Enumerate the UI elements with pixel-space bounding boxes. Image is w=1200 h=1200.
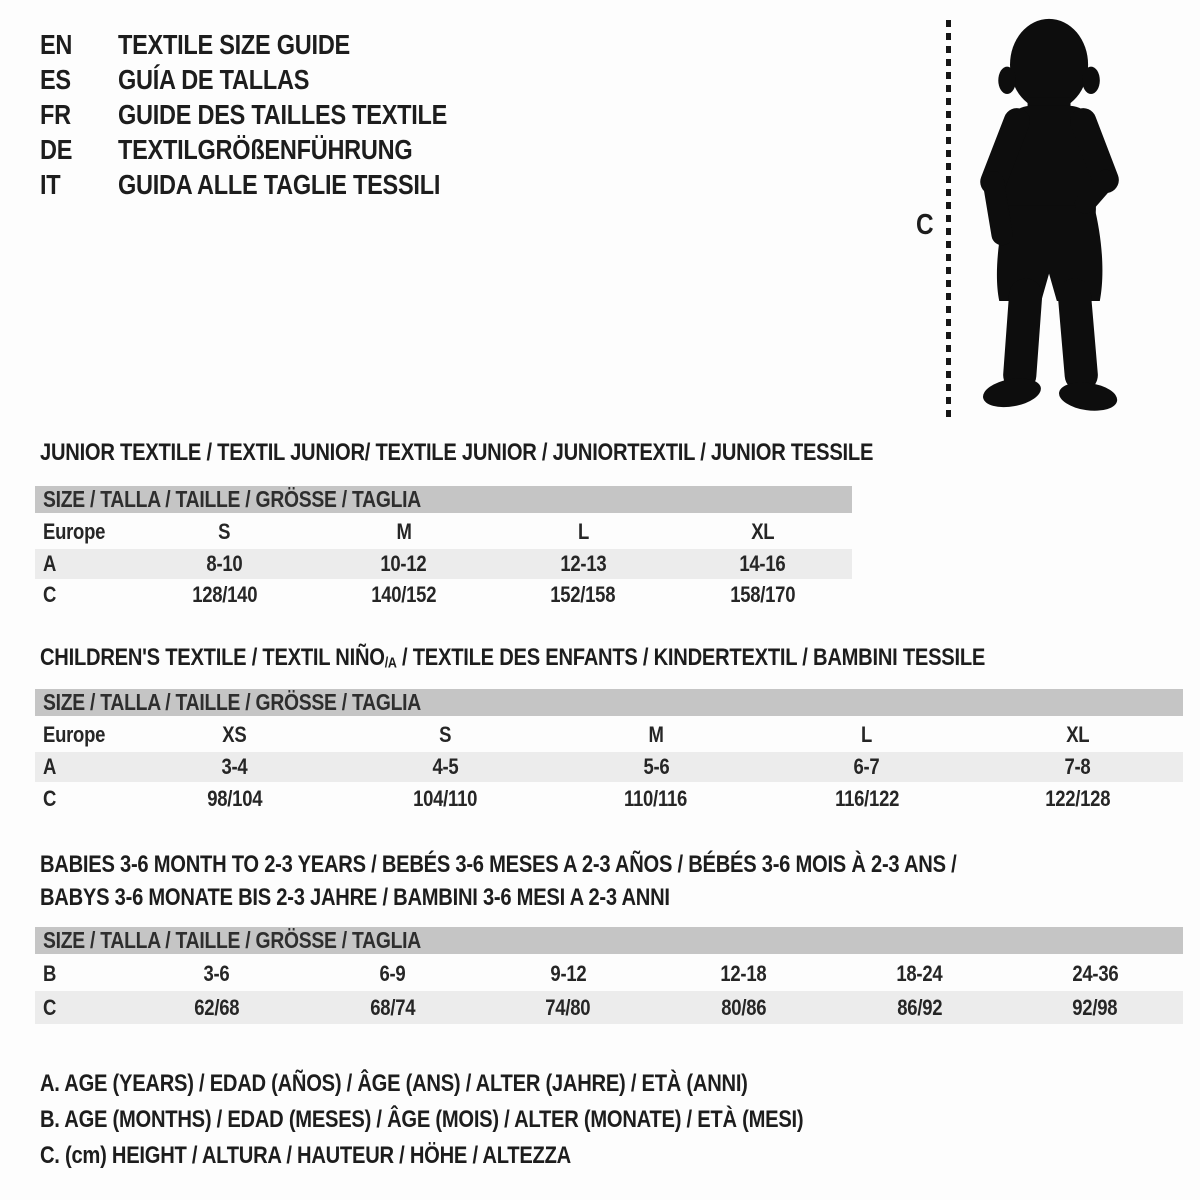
row-label-text: Europe — [43, 722, 106, 747]
babies-title-line1: BABIES 3-6 MONTH TO 2-3 YEARS / BEBÉS 3-6 MESES A 2-3 AÑOS / BÉBÉS 3-6 MOIS À 2-3 ANS / — [40, 851, 957, 878]
cell-text: 62/68 — [194, 994, 240, 1020]
cell-text: 3-4 — [221, 754, 248, 779]
table-row-age-years — [35, 549, 852, 579]
table-cell — [761, 754, 972, 780]
children-title-subscript: /A — [384, 655, 397, 672]
language-title — [118, 134, 469, 166]
row-label — [35, 961, 129, 987]
cell-text: XL — [1066, 722, 1090, 747]
table-row-europe — [35, 718, 1183, 752]
cell-text: 104/110 — [413, 785, 478, 811]
row-label-text: A — [43, 754, 57, 779]
row-label — [35, 722, 129, 748]
table-cell — [551, 786, 762, 812]
cell-text: 68/74 — [369, 994, 415, 1020]
language-title-text: GUIDA ALLE TAGLIE TESSILI — [118, 168, 441, 200]
table-row-height-cm — [35, 991, 1183, 1024]
babies-size-table — [35, 927, 1183, 1024]
language-code — [40, 99, 118, 131]
children-section-title-text — [40, 641, 985, 681]
row-label — [35, 551, 135, 577]
table-cell — [972, 722, 1183, 748]
table-row-age-months — [35, 956, 1183, 991]
row-label-text: C — [43, 994, 57, 1020]
table-cell — [129, 961, 305, 987]
table-cell — [135, 551, 314, 577]
cell-text: 128/140 — [192, 582, 258, 607]
height-measure-dashed-line — [946, 20, 951, 418]
cell-text: 8-10 — [206, 551, 243, 576]
row-label-text: C — [43, 785, 57, 811]
cell-text: 98/104 — [206, 785, 262, 811]
legend-line-a-text: A. AGE (YEARS) / EDAD (AÑOS) / ÂGE (ANS) / ALTER (JAHRE) / ETÀ (ANNI) — [40, 1070, 748, 1097]
table-cell — [761, 722, 972, 748]
language-title — [118, 99, 510, 131]
table-cell — [551, 754, 762, 780]
legend-line-a — [40, 1066, 949, 1102]
children-size-table — [35, 689, 1183, 815]
cell-text: S — [439, 722, 452, 747]
language-code-text: FR — [40, 98, 71, 130]
table-cell — [972, 786, 1183, 812]
row-label — [35, 754, 129, 780]
language-title — [118, 29, 394, 61]
cell-text: 74/80 — [545, 994, 591, 1020]
children-title-suffix: / TEXTILE DES ENFANTS / KINDERTEXTIL / BAMBINI TESSILE — [396, 644, 986, 671]
cell-text: XL — [750, 519, 774, 544]
table-cell — [494, 551, 673, 577]
row-label — [35, 582, 135, 608]
cell-text: S — [218, 519, 231, 544]
table-cell — [1007, 995, 1183, 1021]
language-code-text: EN — [40, 28, 73, 60]
table-cell — [673, 582, 852, 608]
legend-line-b-text: B. AGE (MONTHS) / EDAD (MESES) / ÂGE (MOIS) / ALTER (MONATE) / ETÀ (MESI) — [40, 1106, 804, 1133]
height-measure-label-text: C — [916, 209, 934, 241]
language-row-fr — [40, 97, 510, 132]
table-cell — [340, 754, 551, 780]
language-code — [40, 29, 118, 61]
cell-text: 4-5 — [432, 754, 459, 779]
table-cell — [480, 995, 656, 1021]
language-code — [40, 169, 118, 201]
cell-text: 122/128 — [1045, 785, 1111, 811]
cell-text: 12-18 — [720, 960, 767, 986]
cell-text: 5-6 — [643, 754, 669, 779]
legend-line-c-text: C. (cm) HEIGHT / ALTURA / HAUTEUR / HÖHE / ALTEZZA — [40, 1142, 571, 1169]
cell-text: 86/92 — [896, 994, 942, 1020]
cell-text: 80/86 — [721, 994, 767, 1020]
legend-line-c — [40, 1138, 949, 1174]
height-measure-label — [916, 209, 937, 242]
table-cell — [551, 722, 762, 748]
cell-text: 7-8 — [1064, 754, 1091, 779]
cell-text: 6-7 — [853, 754, 880, 779]
row-label-text: B — [43, 960, 57, 986]
table-cell — [314, 582, 493, 608]
cell-text: L — [861, 722, 873, 747]
cell-text: 10-12 — [380, 551, 427, 576]
language-code-text: IT — [40, 168, 61, 200]
language-list — [40, 27, 510, 202]
row-label — [35, 786, 129, 812]
size-header-label: SIZE / TALLA / TAILLE / GRÖSSE / TAGLIA — [43, 927, 421, 953]
language-row-it — [40, 167, 510, 202]
cell-text: XS — [222, 722, 247, 747]
table-row-europe — [35, 515, 852, 549]
table-cell — [129, 754, 340, 780]
row-label — [35, 519, 135, 545]
table-cell — [135, 582, 314, 608]
table-cell — [761, 786, 972, 812]
cell-text: 92/98 — [1072, 994, 1118, 1020]
table-cell — [673, 519, 852, 545]
table-cell — [135, 519, 314, 545]
row-label — [35, 995, 129, 1021]
language-code — [40, 134, 118, 166]
junior-size-table — [35, 486, 852, 611]
row-label-text: Europe — [43, 519, 106, 544]
cell-text: 24-36 — [1072, 960, 1119, 986]
cell-text: 12-13 — [560, 551, 607, 576]
language-code — [40, 64, 118, 96]
cell-text: 3-6 — [203, 960, 230, 986]
cell-text: M — [648, 722, 664, 747]
table-cell — [340, 786, 551, 812]
language-title-text: TEXTILE SIZE GUIDE — [118, 28, 350, 60]
language-row-en — [40, 27, 510, 62]
cell-text: 18-24 — [896, 960, 943, 986]
junior-section-title — [40, 436, 1032, 469]
size-header-label: SIZE / TALLA / TAILLE / GRÖSSE / TAGLIA — [43, 486, 421, 512]
cell-text: M — [396, 519, 412, 544]
babies-size-header-band — [35, 927, 1183, 954]
language-code-text: DE — [40, 133, 73, 165]
row-label-text: A — [43, 551, 57, 576]
table-cell — [314, 519, 493, 545]
cell-text: 9-12 — [550, 960, 587, 986]
language-title-text: GUIDE DES TAILLES TEXTILE — [118, 98, 448, 130]
legend-line-b — [40, 1102, 949, 1138]
cell-text: 14-16 — [739, 551, 786, 576]
table-cell — [972, 754, 1183, 780]
babies-title-line2: BABYS 3-6 MONATE BIS 2-3 JAHRE / BAMBINI 3-6 MESI A 2-3 ANNI — [40, 884, 670, 911]
cell-text: 6-9 — [379, 960, 406, 986]
table-cell — [480, 961, 656, 987]
cell-text: L — [577, 519, 589, 544]
table-cell — [1007, 961, 1183, 987]
language-title — [118, 169, 501, 201]
cell-text: 158/170 — [729, 582, 795, 607]
children-title-prefix: CHILDREN'S TEXTILE / TEXTIL NIÑO — [40, 644, 385, 671]
toddler-silhouette-icon — [960, 12, 1142, 422]
children-size-header-band — [35, 689, 1183, 716]
language-code-text: ES — [40, 63, 71, 95]
table-row-age-years — [35, 752, 1183, 782]
table-cell — [832, 961, 1008, 987]
table-cell — [305, 961, 481, 987]
table-cell — [129, 995, 305, 1021]
table-cell — [494, 582, 673, 608]
table-cell — [494, 519, 673, 545]
table-cell — [656, 995, 832, 1021]
measurement-legend — [40, 1066, 949, 1174]
language-row-de — [40, 132, 510, 167]
cell-text: 110/116 — [624, 785, 688, 811]
language-title — [118, 64, 346, 96]
cell-text: 140/152 — [371, 582, 437, 607]
size-header-label: SIZE / TALLA / TAILLE / GRÖSSE / TAGLIA — [43, 689, 421, 715]
table-cell — [673, 551, 852, 577]
language-title-text: TEXTILGRÖßENFÜHRUNG — [118, 133, 413, 165]
babies-section-title — [40, 848, 1131, 914]
cell-text: 116/122 — [834, 785, 899, 811]
table-cell — [305, 995, 481, 1021]
table-cell — [129, 786, 340, 812]
cell-text: 152/158 — [550, 582, 616, 607]
table-row-height-cm — [35, 782, 1183, 815]
table-cell — [656, 961, 832, 987]
language-row-es — [40, 62, 510, 97]
table-cell — [832, 995, 1008, 1021]
table-cell — [340, 722, 551, 748]
row-label-text: C — [43, 582, 57, 607]
language-title-text: GUÍA DE TALLAS — [118, 63, 310, 95]
junior-section-title-text: JUNIOR TEXTILE / TEXTIL JUNIOR/ TEXTILE JUNIOR / JUNIORTEXTIL / JUNIOR TESSILE — [40, 439, 874, 466]
table-cell — [314, 551, 493, 577]
table-cell — [129, 722, 340, 748]
junior-size-header-band — [35, 486, 852, 513]
table-row-height-cm — [35, 579, 852, 611]
children-section-title — [40, 641, 1165, 681]
